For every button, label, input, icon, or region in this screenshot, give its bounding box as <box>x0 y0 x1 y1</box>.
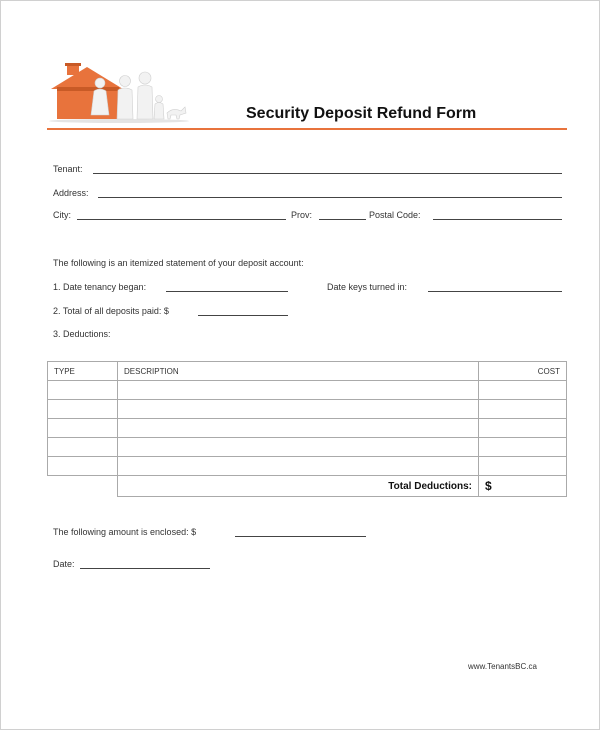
amount-enclosed-label: The following amount is enclosed: $ <box>53 527 197 537</box>
postal-code-label: Postal Code: <box>369 210 421 220</box>
header-description: DESCRIPTION <box>118 362 479 381</box>
table-row <box>48 381 567 400</box>
total-deductions-row <box>48 476 567 497</box>
total-deductions-label: Total Deductions: <box>118 476 479 497</box>
date-keys-turned-in-label: Date keys turned in: <box>327 282 408 292</box>
table-row <box>48 438 567 457</box>
header-cost: COST <box>479 362 567 381</box>
address-label: Address: <box>53 188 89 198</box>
description-cell[interactable] <box>118 381 479 400</box>
total-deposits-field[interactable] <box>198 315 288 316</box>
tenant-label: Tenant: <box>53 164 83 174</box>
table-row <box>48 457 567 476</box>
date-tenancy-began-field[interactable] <box>166 291 288 292</box>
date-field[interactable] <box>80 568 210 569</box>
cost-cell[interactable] <box>479 438 567 457</box>
deductions-table <box>47 361 567 497</box>
footer-website: www.TenantsBC.ca <box>468 662 537 671</box>
form-title: Security Deposit Refund Form <box>246 105 477 122</box>
prov-field[interactable] <box>319 219 366 220</box>
postal-code-field[interactable] <box>433 219 562 220</box>
cost-cell[interactable] <box>479 400 567 419</box>
amount-enclosed-field[interactable] <box>235 536 366 537</box>
house-family-icon <box>47 63 197 123</box>
deductions-label: 3. Deductions: <box>53 329 111 339</box>
cost-cell[interactable] <box>479 419 567 438</box>
description-cell[interactable] <box>118 438 479 457</box>
date-tenancy-began-label: 1. Date tenancy began: <box>53 282 147 292</box>
city-field[interactable] <box>77 219 286 220</box>
date-keys-turned-in-field[interactable] <box>428 291 562 292</box>
address-field[interactable] <box>98 197 562 198</box>
tenant-field[interactable] <box>93 173 562 174</box>
statement-intro: The following is an itemized statement of your deposit account: <box>53 258 304 268</box>
table-row <box>48 419 567 438</box>
city-label: City: <box>53 210 71 220</box>
prov-label: Prov: <box>291 210 313 220</box>
title-divider <box>47 128 567 130</box>
total-deposits-label: 2. Total of all deposits paid: $ <box>53 306 169 316</box>
blank-cell <box>48 476 118 497</box>
cost-cell[interactable] <box>479 381 567 400</box>
description-cell[interactable] <box>118 400 479 419</box>
total-deductions-field[interactable]: $ <box>479 476 567 497</box>
type-cell[interactable] <box>48 381 118 400</box>
date-label: Date: <box>53 559 75 569</box>
header-type: TYPE <box>48 362 118 381</box>
type-cell[interactable] <box>48 400 118 419</box>
description-cell[interactable] <box>118 457 479 476</box>
type-cell[interactable] <box>48 419 118 438</box>
description-cell[interactable] <box>118 419 479 438</box>
table-header-row <box>48 362 567 381</box>
type-cell[interactable] <box>48 438 118 457</box>
cost-cell[interactable] <box>479 457 567 476</box>
table-row <box>48 400 567 419</box>
type-cell[interactable] <box>48 457 118 476</box>
